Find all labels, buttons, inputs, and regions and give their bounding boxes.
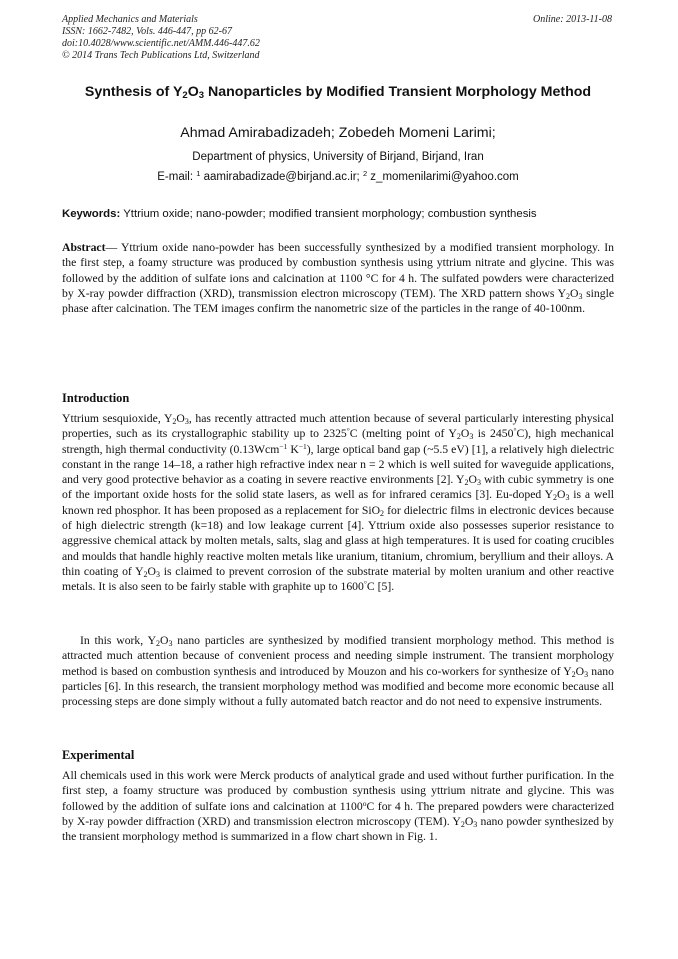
keywords-label: Keywords: — [62, 208, 121, 220]
intro-paragraph-2: In this work, $Y_2O_3$ nano particles are synthesized by modified transient morphology method. This method is attracted much attention because of convenient process and needing simple instrument. The transient morphology method is based on combustion synthesis and introduced by Mouzon and his co-workers for synthesize of $Y_2O_3$ nano particles [6]. In this research, the transient morphology method was modified and become more economic because all processing steps are done simply without a fully automated batch reactor and do not need to expensive instruments. — [62, 634, 614, 709]
journal-copyright: © 2014 Trans Tech Publications Ltd, Switzerland — [62, 50, 260, 61]
keywords — [62, 207, 618, 221]
section-heading-experimental: Experimental — [62, 748, 135, 762]
online-date: Online: 2013-11-08 — [533, 14, 612, 25]
journal-name: Applied Mechanics and Materials — [62, 14, 198, 25]
experimental-paragraph-1: All chemicals used in this work were Merck products of analytical grade and used without further purification. In the first step, a foamy structure was produced by combustion synthesis using yttrium nitrate and glycine. This was followed by the addition of sulfate ions and calcination at 1100$^o$C for 4 h. The prepared powders were characterized by X-ray powder diffraction (XRD) and transmission electron microscopy (TEM). $Y_2O_3$ nano powder synthesized by the transient morphology method is summarized in a flow chart shown in Fig. 1. — [62, 769, 614, 844]
abstract-label: Abstract — [62, 241, 106, 254]
paper-title: Synthesis of $Y_2O_3$ Nanoparticles by Modified Transient Morphology Method — [84, 84, 592, 101]
abstract-paragraph: Abstract— Yttrium oxide nano-powder has been successfully synthesized by a modified transient morphology. In the first step, a foamy structure was produced by combustion synthesis using yttrium nitrate and glycine. This was followed by the addition of sulfate ions and calcination at 1100 °C for 4 h. The sulfated powders were characterized by X-ray powder diffraction (XRD), transmission electron microscopy (TEM). The XRD pattern shows $Y_2O_3$ single phase after calcination. The TEM images confirm the nanometric size of the particles in the range of 40-100nm. — [62, 241, 615, 316]
email-link-2[interactable]: z_momenilarimi@yahoo.com — [367, 171, 519, 183]
journal-issn: ISSN: 1662-7482, Vols. 446-447, pp 62-67 — [62, 26, 232, 37]
email-link-1[interactable]: aamirabadizade@birjand.ac.ir; — [200, 171, 363, 183]
author-affiliation: Department of physics, University of Birjand, Birjand, Iran — [192, 151, 484, 163]
intro-paragraph-1: Yttrium sesquioxide, $Y_2O_3$, has recently attracted much attention because of several particularly interesting physical properties, such as its crystallographic stability up to 2325°C (melting point of $Y_2O_3$ is 2450°C), high mechanical strength, high thermal conductivity (0.13Wcm$^{-1}$ $K^{-1}$), large optical band gap (~5.5 eV) [1], a relatively high dielectric constant in the range 14–18, a rather high refractive index near n = 2 which is well suited for waveguide applications, and very good protective behavior as a coating in severe reactive environments [2]. $Y_2O_3$ with cubic symmetry is one of the important oxide hosts for the solid state lasers, as well as for infrared ceramics [3]. Eu-doped $Y_2O_3$ is a well known red phosphor. It has been proposed as a replacement for SiO$_2$ for dielectric films in electronic devices because of high dielectric strength (k=18) and low leakage current [4]. Yttrium oxide also possesses superior resistance to aggressive chemical attack by molten metals, salts, slag and glass at high temperatures. It is used for coating crucibles and moulds that handle highly reactive molten metals like uranium, titanium, chromium, beryllium and their alloys. A thin coating of $Y_2O_3$ is claimed to prevent corrosion of the substrate material by molten uranium and other reactive metals. It is also seen to be fairly stable with graphite up to 1600°C [5]. — [62, 412, 614, 594]
journal-doi: doi:10.4028/www.scientific.net/AMM.446-447.62 — [62, 38, 260, 49]
author-emails: E-mail: $^1$ aamirabadizade@birjand.ac.ir; $^2$ z_momenilarimi@yahoo.com — [157, 169, 519, 183]
keywords-text: Yttrium oxide; nano-powder; modified transient morphology; combustion synthesis — [120, 208, 537, 220]
section-heading-introduction: Introduction — [62, 391, 130, 405]
paper-authors: Ahmad Amirabadizadeh; Zobedeh Momeni Larimi; — [180, 125, 496, 141]
journal-header — [62, 14, 260, 62]
